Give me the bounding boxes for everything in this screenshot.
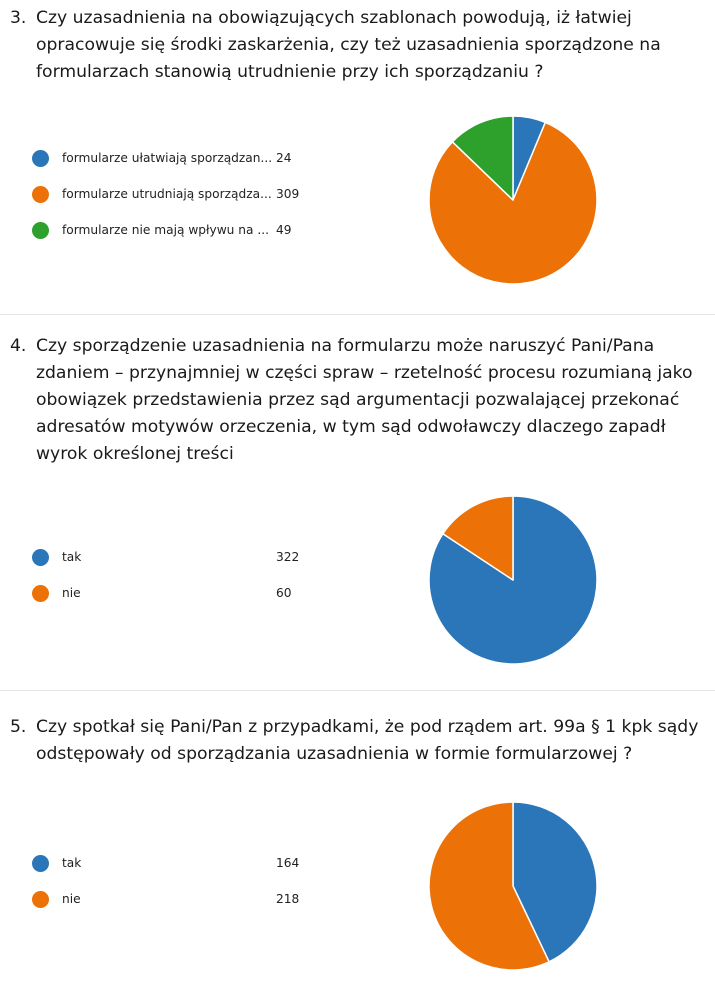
divider	[0, 314, 715, 315]
legend-label: tak	[62, 550, 82, 564]
question-text: Czy sporządzenie uzasadnienia na formularzu może naruszyć Pani/Pana zdaniem – przynajmniej w części spraw – rzetelność procesu rozumianą jako obowiązek przedstawienia przez sąd argumentacji pozwalającej przekonać adresatów motywów orzeczenia, w tym sąd odwoławczy dlaczego zapadł wyrok określonej treści	[36, 336, 693, 464]
legend-label: tak	[62, 856, 82, 870]
legend-count: 322	[276, 550, 300, 564]
legend-count: 24	[276, 151, 292, 165]
question-title	[10, 5, 710, 86]
question-text: Czy uzasadnienia na obowiązujących szablonach powodują, iż łatwiej opracowuje się środki zaskarżenia, czy też uzasadnienia sporządzone na formularzach stanowią utrudnienie przy ich sporządzaniu ?	[36, 8, 661, 82]
legend-item	[32, 186, 322, 206]
legend-dot-icon	[32, 186, 49, 203]
pie-chart	[428, 115, 598, 285]
legend-count: 164	[276, 856, 300, 870]
legend-count: 309	[276, 187, 300, 201]
divider	[0, 690, 715, 691]
question-number: 4.	[10, 336, 27, 356]
legend-label: nie	[62, 892, 81, 906]
legend-item	[32, 150, 322, 170]
legend-dot-icon	[32, 150, 49, 167]
legend-label: nie	[62, 586, 81, 600]
question-text: Czy spotkał się Pani/Pan z przypadkami, że pod rządem art. 99a § 1 kpk sądy odstępowały od sporządzania uzasadnienia w formie formularzowej ?	[36, 717, 699, 764]
legend-label: formularze ułatwiają sporządzan...	[62, 151, 273, 165]
question-title	[10, 333, 710, 468]
legend-label: formularze utrudniają sporządza...	[62, 187, 272, 201]
legend-dot-icon	[32, 585, 49, 602]
question-number: 5.	[10, 717, 27, 737]
legend-item	[32, 585, 322, 605]
legend-item	[32, 222, 322, 242]
legend-count: 60	[276, 586, 292, 600]
question-title	[10, 714, 710, 768]
legend-dot-icon	[32, 222, 49, 239]
legend-dot-icon	[32, 549, 49, 566]
legend-count: 218	[276, 892, 300, 906]
legend-item	[32, 855, 322, 875]
pie-chart	[428, 495, 598, 665]
legend-dot-icon	[32, 855, 49, 872]
pie-chart	[428, 801, 598, 971]
question-number: 3.	[10, 8, 27, 28]
legend-label: formularze nie mają wpływu na ...	[62, 223, 269, 237]
legend-item	[32, 549, 322, 569]
legend-count: 49	[276, 223, 292, 237]
legend-dot-icon	[32, 891, 49, 908]
legend-item	[32, 891, 322, 911]
